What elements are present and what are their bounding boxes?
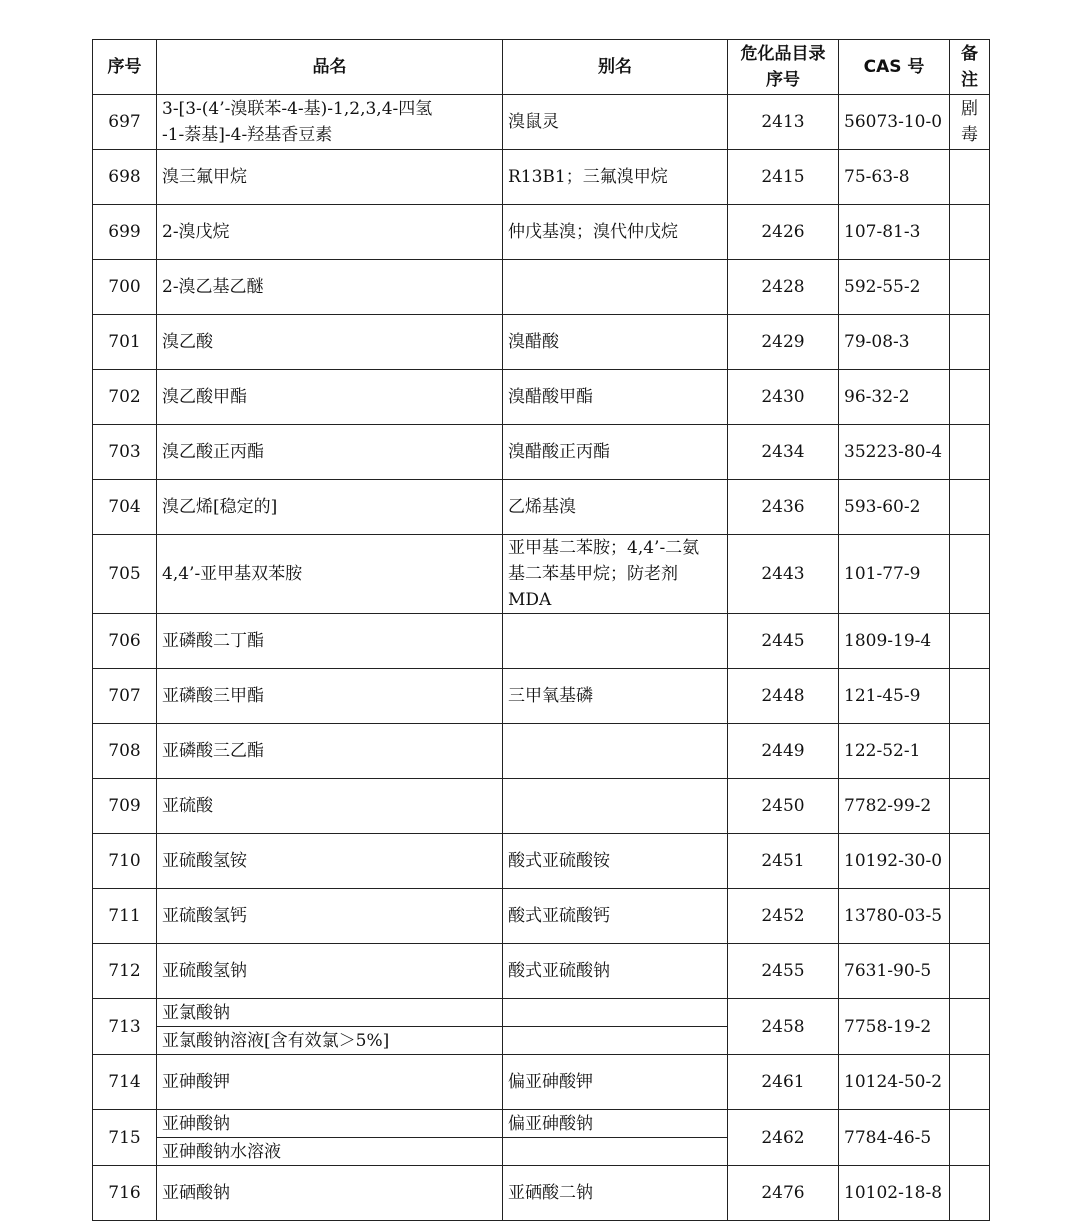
row-cas: 10102-18-8 xyxy=(839,1166,950,1221)
table-row xyxy=(93,315,990,370)
row-alias xyxy=(503,260,728,315)
row-note xyxy=(950,669,990,724)
header-catalog-code-line1: 危化品目录 xyxy=(740,44,826,64)
row-no: 714 xyxy=(93,1055,157,1110)
row-catalog-code: 2449 xyxy=(728,724,839,779)
row-name: 亚磷酸二丁酯 xyxy=(157,614,503,669)
row-cas: 7758-19-2 xyxy=(839,999,950,1055)
row-name: 亚砷酸钠 xyxy=(157,1110,503,1138)
row-alias: 溴醋酸 xyxy=(503,315,728,370)
row-catalog-code: 2443 xyxy=(728,535,839,614)
row-alias: 偏亚砷酸钠 xyxy=(503,1110,728,1138)
row-note xyxy=(950,614,990,669)
row-name: 溴三氟甲烷 xyxy=(157,150,503,205)
table-row xyxy=(93,1055,990,1110)
row-alias: 乙烯基溴 xyxy=(503,480,728,535)
row-name: 溴乙烯[稳定的] xyxy=(157,480,503,535)
row-name xyxy=(157,95,503,150)
row-cas: 7631-90-5 xyxy=(839,944,950,999)
row-note xyxy=(950,95,990,150)
row-note xyxy=(950,425,990,480)
table-row xyxy=(93,425,990,480)
header-catalog-code-line2: 序号 xyxy=(766,70,800,90)
row-name: 亚硒酸钠 xyxy=(157,1166,503,1221)
row-alias: 酸式亚硫酸钙 xyxy=(503,889,728,944)
row-alias xyxy=(503,724,728,779)
row-no: 702 xyxy=(93,370,157,425)
header-catalog-code xyxy=(728,40,839,95)
header-note-line1: 备 xyxy=(961,44,978,64)
row-no: 716 xyxy=(93,1166,157,1221)
row-no: 712 xyxy=(93,944,157,999)
row-alias-line2: 基二苯基甲烷；防老剂 MDA xyxy=(508,564,678,610)
row-catalog-code: 2458 xyxy=(728,999,839,1055)
header-name: 品名 xyxy=(157,40,503,95)
row-name: 亚砷酸钠水溶液 xyxy=(157,1138,503,1166)
row-catalog-code: 2455 xyxy=(728,944,839,999)
row-no: 700 xyxy=(93,260,157,315)
row-alias xyxy=(503,1027,728,1055)
row-no: 701 xyxy=(93,315,157,370)
row-no: 704 xyxy=(93,480,157,535)
row-alias xyxy=(503,1138,728,1166)
row-alias: 三甲氧基磷 xyxy=(503,669,728,724)
row-alias: 酸式亚硫酸钠 xyxy=(503,944,728,999)
row-alias: 溴醋酸甲酯 xyxy=(503,370,728,425)
row-cas: 13780-03-5 xyxy=(839,889,950,944)
row-catalog-code: 2436 xyxy=(728,480,839,535)
row-alias xyxy=(503,535,728,614)
row-note xyxy=(950,370,990,425)
row-no: 699 xyxy=(93,205,157,260)
row-name: 亚硫酸 xyxy=(157,779,503,834)
row-cas: 10124-50-2 xyxy=(839,1055,950,1110)
row-note xyxy=(950,315,990,370)
row-no: 707 xyxy=(93,669,157,724)
chemical-catalog-table xyxy=(92,39,990,1221)
table-row xyxy=(93,724,990,779)
table-row xyxy=(93,260,990,315)
row-name: 亚硫酸氢钠 xyxy=(157,944,503,999)
table-row xyxy=(93,669,990,724)
table-row xyxy=(93,205,990,260)
row-no: 703 xyxy=(93,425,157,480)
row-no: 706 xyxy=(93,614,157,669)
row-name: 亚磷酸三甲酯 xyxy=(157,669,503,724)
row-no: 698 xyxy=(93,150,157,205)
row-name: 2-溴乙基乙醚 xyxy=(157,260,503,315)
row-catalog-code: 2476 xyxy=(728,1166,839,1221)
row-cas: 7782-99-2 xyxy=(839,779,950,834)
row-cas: 592-55-2 xyxy=(839,260,950,315)
row-cas: 122-52-1 xyxy=(839,724,950,779)
table-row xyxy=(93,834,990,889)
row-cas: 107-81-3 xyxy=(839,205,950,260)
row-no: 715 xyxy=(93,1110,157,1166)
row-note xyxy=(950,779,990,834)
row-catalog-code: 2450 xyxy=(728,779,839,834)
row-note-line1: 剧 xyxy=(961,99,978,119)
header-note-line2: 注 xyxy=(961,70,978,90)
table-row xyxy=(93,535,990,614)
row-catalog-code: 2445 xyxy=(728,614,839,669)
header-note xyxy=(950,40,990,95)
row-cas: 7784-46-5 xyxy=(839,1110,950,1166)
table-row xyxy=(93,370,990,425)
row-cas: 1809-19-4 xyxy=(839,614,950,669)
row-cas: 593-60-2 xyxy=(839,480,950,535)
table-row xyxy=(93,944,990,999)
row-catalog-code: 2448 xyxy=(728,669,839,724)
row-name: 亚氯酸钠 xyxy=(157,999,503,1027)
row-no: 710 xyxy=(93,834,157,889)
row-cas: 10192-30-0 xyxy=(839,834,950,889)
row-catalog-code: 2415 xyxy=(728,150,839,205)
row-alias: 酸式亚硫酸铵 xyxy=(503,834,728,889)
row-cas: 35223-80-4 xyxy=(839,425,950,480)
row-catalog-code: 2428 xyxy=(728,260,839,315)
row-note xyxy=(950,205,990,260)
table-row xyxy=(93,889,990,944)
row-no: 705 xyxy=(93,535,157,614)
row-catalog-code: 2451 xyxy=(728,834,839,889)
row-name: 4,4’-亚甲基双苯胺 xyxy=(157,535,503,614)
row-name: 亚硫酸氢铵 xyxy=(157,834,503,889)
row-no: 697 xyxy=(93,95,157,150)
table-row xyxy=(93,1166,990,1221)
row-alias: R13B1；三氟溴甲烷 xyxy=(503,150,728,205)
row-catalog-code: 2452 xyxy=(728,889,839,944)
row-alias xyxy=(503,614,728,669)
row-catalog-code: 2426 xyxy=(728,205,839,260)
row-cas: 56073-10-0 xyxy=(839,95,950,150)
row-cas: 96-32-2 xyxy=(839,370,950,425)
row-note xyxy=(950,150,990,205)
row-cas: 79-08-3 xyxy=(839,315,950,370)
row-note xyxy=(950,260,990,315)
row-name-line2: -1-萘基]-4-羟基香豆素 xyxy=(162,125,333,145)
table-row xyxy=(93,1110,990,1138)
header-row xyxy=(93,40,990,95)
row-note xyxy=(950,999,990,1055)
row-note xyxy=(950,834,990,889)
row-alias: 仲戊基溴；溴代仲戊烷 xyxy=(503,205,728,260)
row-no: 711 xyxy=(93,889,157,944)
table-row xyxy=(93,779,990,834)
table-row xyxy=(93,480,990,535)
row-name: 溴乙酸正丙酯 xyxy=(157,425,503,480)
row-note xyxy=(950,889,990,944)
row-catalog-code: 2429 xyxy=(728,315,839,370)
row-catalog-code: 2434 xyxy=(728,425,839,480)
row-name: 亚磷酸三乙酯 xyxy=(157,724,503,779)
table-row xyxy=(93,95,990,150)
row-alias xyxy=(503,999,728,1027)
row-name: 2-溴戊烷 xyxy=(157,205,503,260)
row-cas: 101-77-9 xyxy=(839,535,950,614)
row-no: 709 xyxy=(93,779,157,834)
row-no: 708 xyxy=(93,724,157,779)
header-cas: CAS 号 xyxy=(839,40,950,95)
table-row xyxy=(93,614,990,669)
row-note xyxy=(950,724,990,779)
row-name: 溴乙酸 xyxy=(157,315,503,370)
row-note xyxy=(950,1055,990,1110)
row-name-line1: 3-[3-(4’-溴联苯-4-基)-1,2,3,4-四氢 xyxy=(162,99,433,119)
header-alias: 别名 xyxy=(503,40,728,95)
row-note xyxy=(950,1166,990,1221)
row-name: 亚硫酸氢钙 xyxy=(157,889,503,944)
row-catalog-code: 2462 xyxy=(728,1110,839,1166)
row-alias xyxy=(503,779,728,834)
row-note xyxy=(950,480,990,535)
row-catalog-code: 2413 xyxy=(728,95,839,150)
row-alias: 溴醋酸正丙酯 xyxy=(503,425,728,480)
row-alias: 溴鼠灵 xyxy=(503,95,728,150)
row-catalog-code: 2461 xyxy=(728,1055,839,1110)
row-cas: 121-45-9 xyxy=(839,669,950,724)
row-note xyxy=(950,535,990,614)
row-name: 亚氯酸钠溶液[含有效氯＞5%] xyxy=(157,1027,503,1055)
row-name: 亚砷酸钾 xyxy=(157,1055,503,1110)
row-alias: 偏亚砷酸钾 xyxy=(503,1055,728,1110)
row-no: 713 xyxy=(93,999,157,1055)
row-name: 溴乙酸甲酯 xyxy=(157,370,503,425)
row-note-line2: 毒 xyxy=(961,125,978,145)
row-alias-line1: 亚甲基二苯胺；4,4’-二氨 xyxy=(508,538,700,558)
header-no: 序号 xyxy=(93,40,157,95)
row-cas: 75-63-8 xyxy=(839,150,950,205)
table-row xyxy=(93,150,990,205)
row-alias: 亚硒酸二钠 xyxy=(503,1166,728,1221)
row-note xyxy=(950,1110,990,1166)
table-row xyxy=(93,999,990,1027)
row-catalog-code: 2430 xyxy=(728,370,839,425)
row-note xyxy=(950,944,990,999)
